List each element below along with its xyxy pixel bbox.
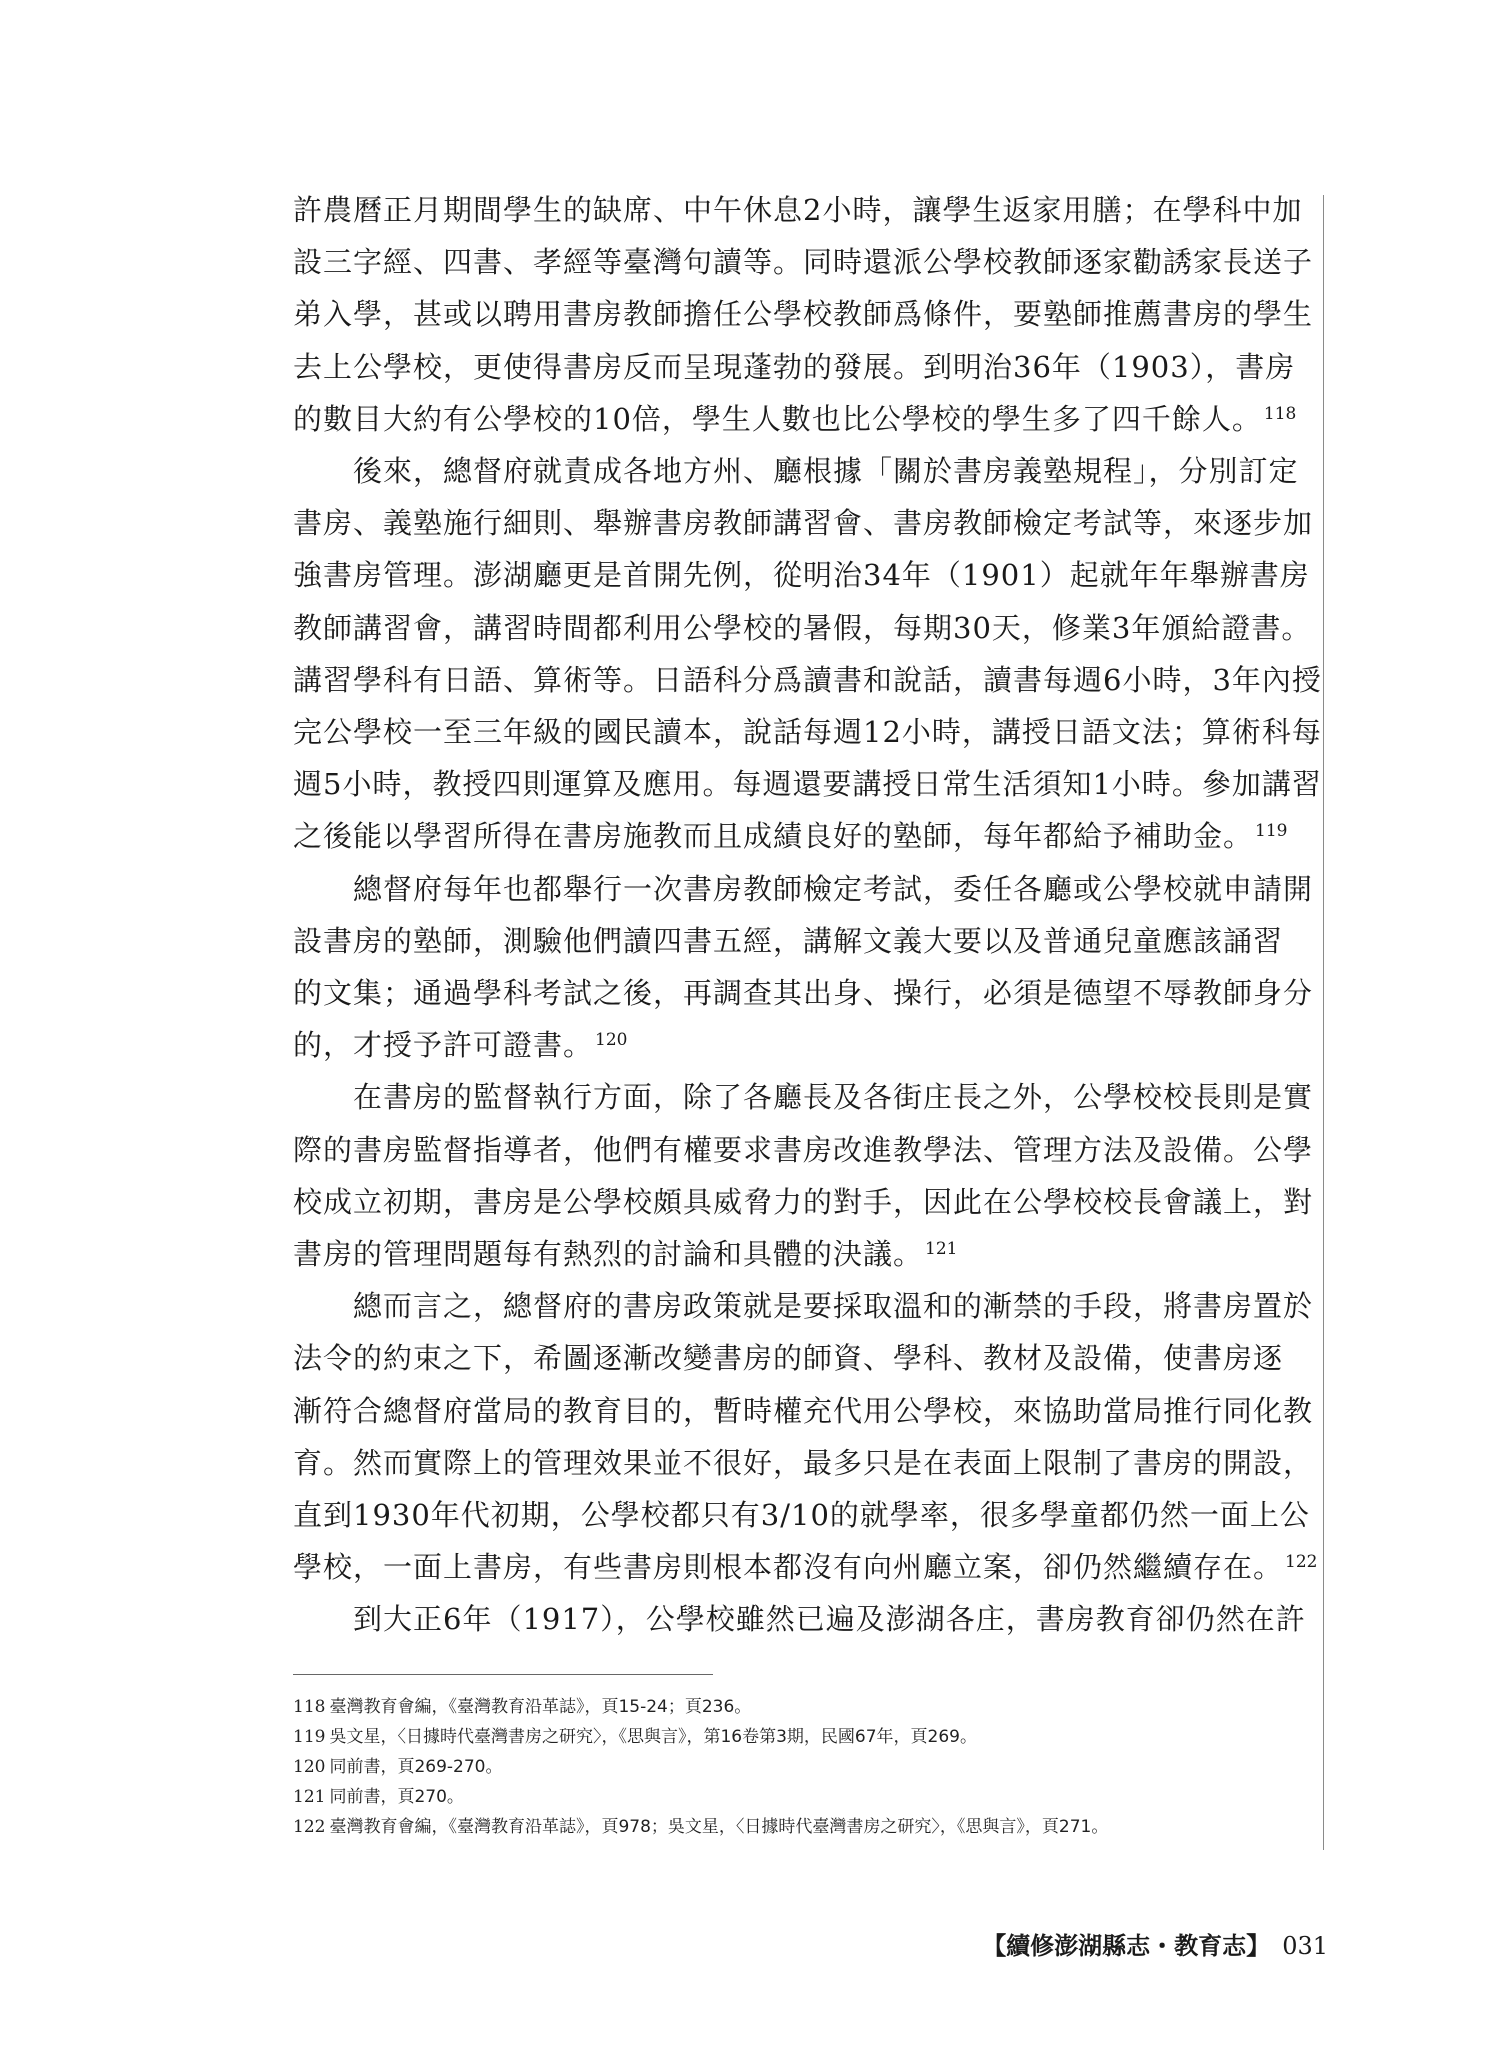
margin-rule	[1323, 195, 1324, 1850]
text-line: 在書房的監督執行方面，除了各廳長及各街庄長之外，公學校校長則是實	[353, 1080, 1314, 1115]
paragraph-3	[293, 863, 1314, 1072]
footnote-ref[interactable]: 122	[1285, 1552, 1318, 1573]
footnote-item	[293, 1692, 1313, 1722]
text-line	[293, 1541, 1318, 1593]
text-line: 強書房管理。澎湖廳更是首開先例，從明治34年（1901）起就年年舉辦書房	[293, 558, 1310, 593]
footnote-text: 同前書，頁270。	[329, 1787, 464, 1807]
footnote-number: 120	[293, 1757, 326, 1777]
text-line: 後來，總督府就責成各地方州、廳根據「關於書房義塾規程」，分別訂定	[353, 454, 1299, 489]
footnote-ref[interactable]: 119	[1255, 821, 1288, 842]
text-line	[293, 810, 1305, 862]
text-line-content: 之後能以學習所得在書房施教而且成績良好的塾師，每年都給予補助金。	[293, 819, 1254, 854]
body-text	[293, 184, 1322, 1646]
footnote-text: 臺灣教育會編，《臺灣教育沿革誌》，頁15-24；頁236。	[329, 1697, 752, 1717]
text-line: 週5小時，教授四則運算及應用。每週還要講授日常生活須知1小時。參加講習	[293, 767, 1322, 802]
text-line: 講習學科有日語、算術等。日語科分爲讀書和說話，讀書每週6小時，3年內授	[293, 662, 1322, 697]
footnote-number: 118	[293, 1697, 326, 1717]
page-footer	[982, 1926, 1328, 1961]
footnote-ref[interactable]: 118	[1263, 403, 1297, 424]
page-number: 031	[1282, 1932, 1328, 1960]
text-line: 設三字經、四書、孝經等臺灣句讀等。同時還派公學校教師逐家勸誘家長送子	[293, 245, 1314, 280]
text-line: 弟入學，甚或以聘用書房教師擔任公學校教師爲條件，要塾師推薦書房的學生	[293, 297, 1314, 332]
text-line: 教師講習會，講習時間都利用公學校的暑假，每期30天，修業3年頒給證書。	[293, 610, 1312, 645]
text-line: 總而言之，總督府的書房政策就是要採取溫和的漸禁的手段，將書房置於	[353, 1289, 1314, 1324]
text-line: 法令的約束之下，希圖逐漸改變書房的師資、學科、教材及設備，使書房逐	[293, 1341, 1284, 1376]
paragraph-2	[293, 445, 1322, 863]
footnote-text: 吳文星，〈日據時代臺灣書房之研究〉，《思與言》，第16卷第3期，民國67年，頁269。	[329, 1727, 977, 1747]
book-title: 【續修澎湖縣志・教育志】	[982, 1931, 1271, 1960]
footnote-ref[interactable]: 121	[925, 1239, 958, 1260]
text-line: 書房、義塾施行細則、舉辦書房教師講習會、書房教師檢定考試等，來逐步加	[293, 506, 1314, 541]
footnote-item	[293, 1782, 1313, 1812]
text-line	[293, 393, 1305, 445]
footnote-text: 臺灣教育會編，《臺灣教育沿革誌》，頁978；吳文星，〈日據時代臺灣書房之研究〉，《思與言》，頁271。	[329, 1817, 1109, 1837]
paragraph-1	[293, 184, 1314, 445]
text-line: 完公學校一至三年級的國民讀本，說話每週12小時，講授日語文法；算術科每	[293, 715, 1322, 750]
footnote-item	[293, 1812, 1313, 1842]
footnote-number: 122	[293, 1817, 326, 1837]
text-line: 校成立初期，書房是公學校頗具威脅力的對手，因此在公學校校長會議上，對	[293, 1184, 1314, 1219]
text-line: 漸符合總督府當局的教育目的，暫時權充代用公學校，來協助當局推行同化教	[293, 1393, 1314, 1428]
text-line	[293, 1019, 1305, 1071]
footnote-item	[293, 1752, 1313, 1782]
text-line: 際的書房監督指導者，他們有權要求書房改進教學法、管理方法及設備。公學	[293, 1132, 1314, 1167]
footnote-number: 119	[293, 1727, 326, 1747]
text-line-content: 書房的管理問題每有熱烈的討論和具體的決議。	[293, 1237, 924, 1272]
footnote-number: 121	[293, 1787, 326, 1807]
text-line: 到大正6年（1917），公學校雖然已遍及澎湖各庄，書房教育卻仍然在許	[353, 1602, 1306, 1637]
footnote-item	[293, 1722, 1313, 1752]
text-line: 直到1930年代初期，公學校都只有3/10的就學率，很多學童都仍然一面上公	[293, 1498, 1310, 1533]
paragraph-5	[293, 1280, 1318, 1593]
footnote-text: 同前書，頁269-270。	[329, 1757, 503, 1777]
text-line-content: 的數目大約有公學校的10倍，學生人數也比公學校的學生多了四千餘人。	[293, 401, 1262, 436]
footnotes	[293, 1692, 1313, 1842]
paragraph-4	[293, 1071, 1314, 1280]
footnote-ref[interactable]: 120	[595, 1030, 628, 1051]
text-line: 的文集；通過學科考試之後，再調查其出身、操行，必須是德望不辱教師身分	[293, 976, 1314, 1011]
text-line	[293, 1228, 1305, 1280]
footnote-separator	[293, 1674, 713, 1675]
text-line: 總督府每年也都舉行一次書房教師檢定考試，委任各廳或公學校就申請開	[353, 871, 1314, 906]
text-line: 去上公學校，更使得書房反而呈現蓬勃的發展。到明治36年（1903），書房	[293, 349, 1296, 384]
text-line-content: 的，才授予許可證書。	[293, 1028, 594, 1063]
paragraph-6	[293, 1593, 1305, 1645]
text-line: 育。然而實際上的管理效果並不很好，最多只是在表面上限制了書房的開設，	[293, 1445, 1314, 1480]
text-line-content: 學校，一面上書房，有些書房則根本都沒有向州廳立案，卻仍然繼續存在。	[293, 1550, 1284, 1585]
text-line: 許農曆正月期間學生的缺席、中午休息2小時，讓學生返家用膳；在學科中加	[293, 193, 1303, 227]
text-line: 設書房的塾師，測驗他們讀四書五經，講解文義大要以及普通兒童應該誦習	[293, 923, 1284, 958]
